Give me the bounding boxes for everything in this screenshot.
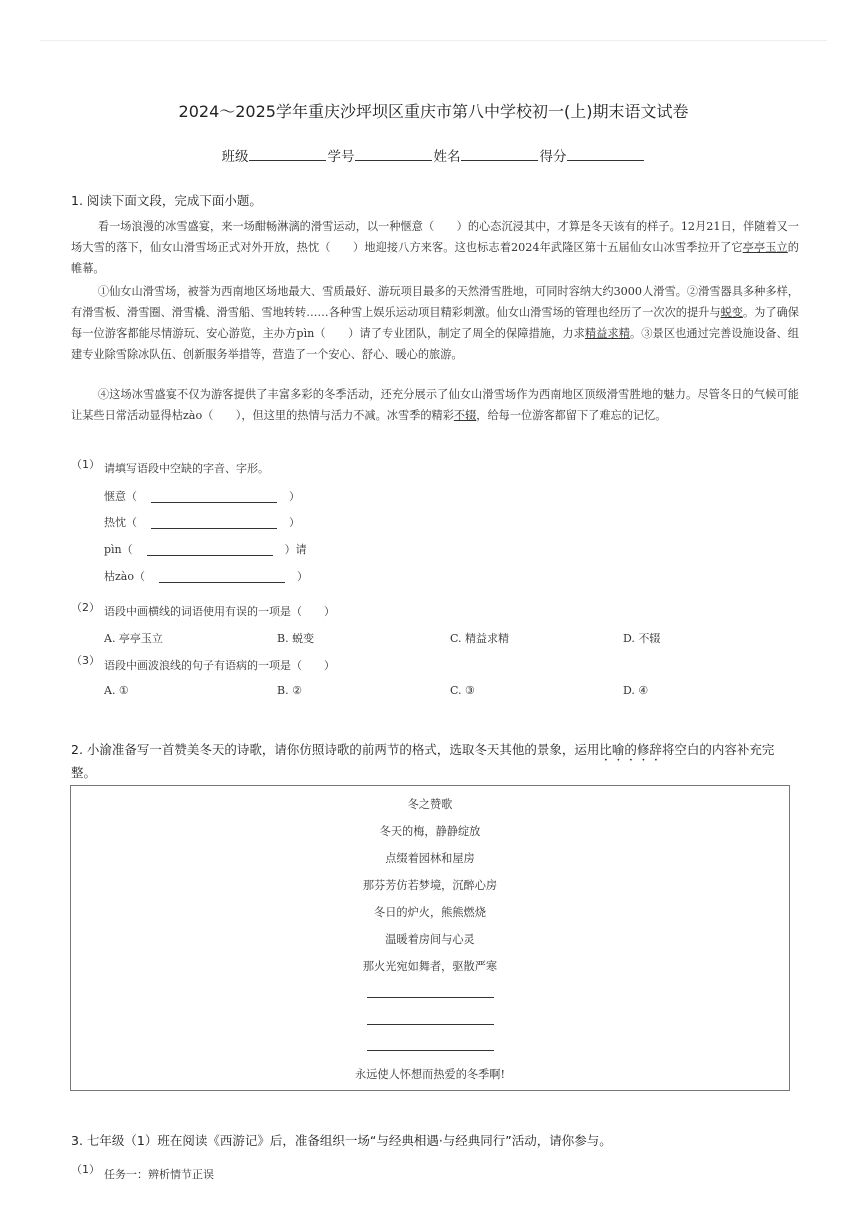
q1-paragraph-2 [71,281,799,365]
q1-p3-underlined: 不辍 [453,409,477,422]
score-label: 得分 [539,149,567,165]
id-blank[interactable] [355,147,432,161]
question-1-heading: 1. 阅读下面文段，完成下面小题。 [71,193,262,208]
q3-sub1-label: （1） [71,1163,100,1176]
q1-sub3-option-a[interactable]: A. ① [104,684,129,697]
fill-blank-1[interactable] [151,491,277,503]
poem-line-2: 点缀着园林和屋房 [385,852,475,865]
q1-p3-text-end: ，给每一位游客都留下了难忘的记忆。 [476,409,667,422]
q1-p1-underlined: 亭亭玉立 [742,241,788,254]
fill-item-3 [104,541,307,557]
fill-item-4-post: ） [296,570,308,583]
id-label: 学号 [327,149,355,165]
q1-p3-text: ④这场冰雪盛宴不仅为游客提供了丰富多彩的冬季活动，还充分展示了仙女山滑雪场作为西南地区顶级滑雪胜地的魅力。尽管冬日的气候可能让某些日常活动显得枯zào（ ），但这里的热情与活力不减。冰雪季的精彩 [71,388,799,422]
student-info-line [0,145,867,165]
q2-heading-text: 2. 小渝准备写一首赞美冬天的诗歌，请你仿照诗歌的前两节的格式，选取冬天其他的景象，运用 [71,742,600,757]
q2-heading-text-end: 将空白的内容补充完整。 [71,742,775,780]
top-divider [40,40,827,41]
q1-sub3-label: （3） [71,654,100,667]
poem-last-line: 永远使人怀想而热爱的冬季啊! [355,1068,505,1081]
name-label: 姓名 [433,149,461,165]
q1-sub2-option-c[interactable]: C. 精益求精 [450,632,510,645]
fill-item-3-pre: pìn（ [104,543,133,556]
fill-item-1-pre: 惬意（ [104,490,137,503]
q3-sub1-text: 任务一：辨析情节正误 [104,1168,214,1181]
q2-heading-emphasis: 比喻的修辞 [599,742,662,757]
q1-sub1-text: 请填写语段中空缺的字音、字形。 [104,462,269,475]
q1-sub3-option-b[interactable]: B. ② [277,684,302,697]
q1-sub2-text: 语段中画横线的词语使用有误的一项是（ ） [104,605,335,618]
q1-p2-underlined-1: 蜕变 [720,306,743,319]
class-label: 班级 [221,149,249,165]
q1-paragraph-1 [71,216,799,279]
poem-box [70,785,790,1091]
fill-blank-3[interactable] [147,544,273,556]
q1-sub2-option-d[interactable]: D. 不辍 [623,632,661,645]
poem-line-4: 冬日的炉火，熊熊燃烧 [374,906,486,919]
q1-sub3-text: 语段中画波浪线的句子有语病的一项是（ ） [104,659,335,672]
class-blank[interactable] [249,147,326,161]
score-blank[interactable] [567,147,644,161]
poem-title: 冬之赞歌 [407,798,453,811]
poem-line-3: 那芬芳仿若梦境，沉醉心房 [362,879,498,892]
poem-blank-3[interactable] [367,1050,494,1051]
poem-blank-1[interactable] [367,997,494,998]
q1-sub2-option-b[interactable]: B. 蜕变 [277,632,315,645]
question-2-heading [71,741,799,781]
poem-line-1: 冬天的梅，静静绽放 [379,825,481,838]
poem-blank-2[interactable] [367,1024,494,1025]
q1-sub1-label: （1） [71,458,100,471]
q1-paragraph-3 [71,384,799,426]
q1-p2-text-mid: 。为了确保每一位游客都能尽情游玩、安心游览，主办方pìn（ ）请了专业团队，制定了周全的保障措施，力求 [71,306,799,340]
fill-blank-2[interactable] [151,517,277,529]
q1-p2-text: ①仙女山滑雪场，被誉为西南地区场地最大、雪质最好、游玩项目最多的天然滑雪胜地，可同时容纳大约3000人滑雪。②滑雪器具多种多样，有滑雪板、滑雪圈、滑雪橇、滑雪船、雪地转转……各种雪上娱乐运动项目精彩刺激。仙女山滑雪场的管理也经历了一次次的提升与 [71,285,799,319]
fill-item-3-post: ）请 [284,543,307,556]
q1-p2-underlined-2: 精益求精 [584,327,631,340]
fill-item-2 [104,514,300,530]
fill-blank-4[interactable] [159,571,285,583]
fill-item-1-post: ） [289,490,300,503]
q1-p1-text-end: 的帷幕。 [71,241,799,275]
fill-item-1 [104,488,300,504]
exam-title: 2024～2025学年重庆沙坪坝区重庆市第八中学校初一(上)期末语文试卷 [178,102,689,121]
fill-item-2-post: ） [289,516,300,529]
name-blank[interactable] [461,147,538,161]
q1-sub2-label: （2） [71,601,100,614]
question-3-heading: 3. 七年级（1）班在阅读《西游记》后，准备组织一场“与经典相遇·与经典同行”活动，请你参与。 [71,1133,612,1148]
q1-p2-text-end: 。③景区也通过完善设施设备、组建专业除雪除冰队伍、创新服务举措等，营造了一个安心、舒心、暖心的旅游。 [71,327,799,361]
q1-p1-text: 看一场浪漫的冰雪盛宴，来一场酣畅淋漓的滑雪运动，以一种惬意（ ）的心态沉浸其中，才算是冬天该有的样子。12月21日，伴随着又一场大雪的落下，仙女山滑雪场正式对外开放，热忱（ ）地迎接八方来客。这也标志着2024年武隆区第十五届仙女山冰雪季拉开了它 [71,220,799,254]
poem-line-6: 那火光宛如舞者，驱散严寒 [362,960,498,973]
fill-item-4-pre: 枯zào（ [104,570,145,583]
q1-sub3-option-c[interactable]: C. ③ [450,684,475,697]
fill-item-2-pre: 热忱（ [104,516,137,529]
fill-item-4 [104,568,308,584]
q1-sub2-option-a[interactable]: A. 亭亭玉立 [104,632,163,645]
q1-sub3-option-d[interactable]: D. ④ [623,684,649,697]
poem-line-5: 温暖着房间与心灵 [385,933,475,946]
